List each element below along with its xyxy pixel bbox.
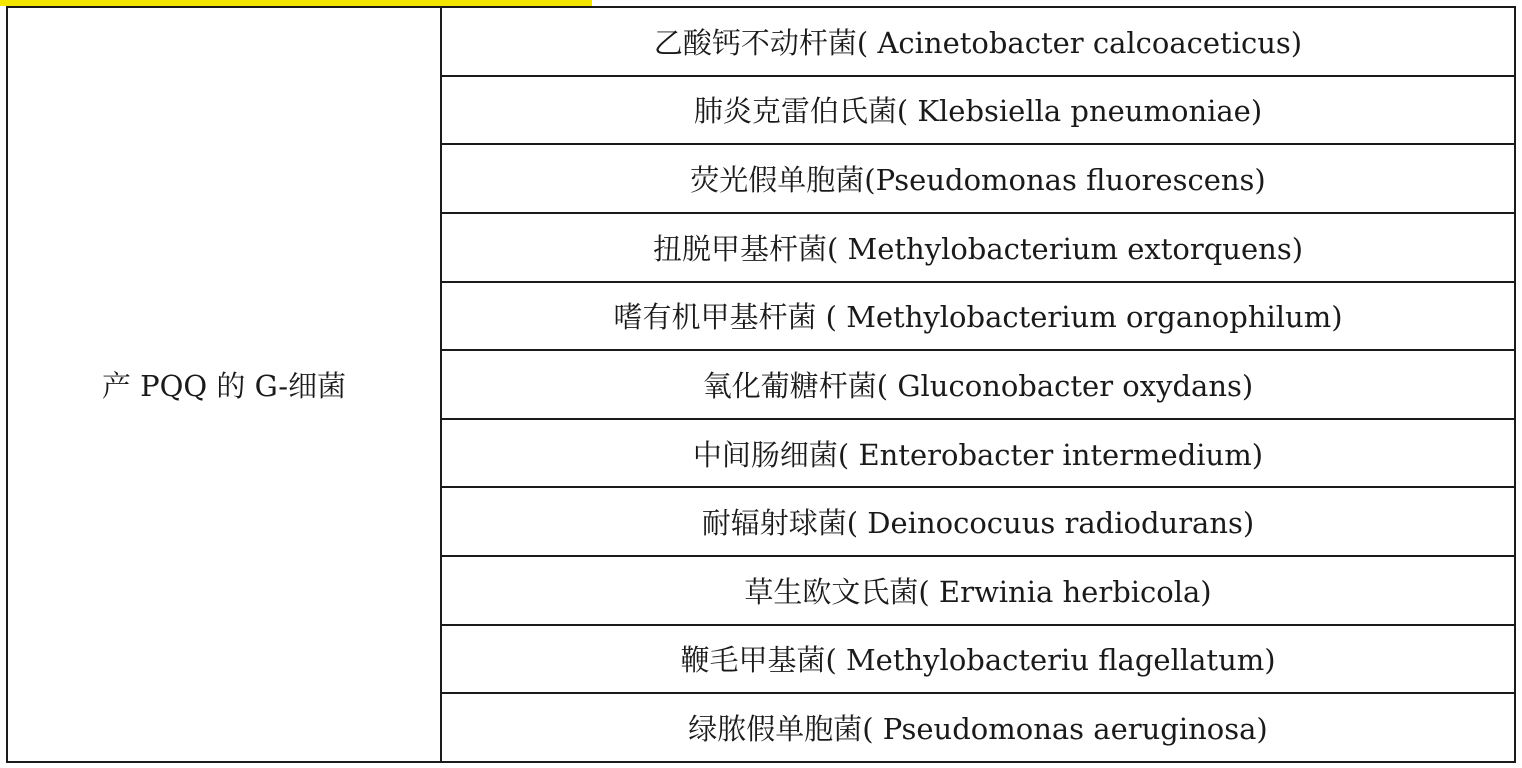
- species-cell: 鞭毛甲基菌( Methylobacteriu flagellatum): [441, 625, 1515, 694]
- species-cell: 耐辐射球菌( Deinococuus radiodurans): [441, 487, 1515, 556]
- species-cell: 荧光假单胞菌(Pseudomonas fluorescens): [441, 144, 1515, 213]
- species-cell: 扭脱甲基杆菌( Methylobacterium extorquens): [441, 213, 1515, 282]
- bacteria-table: [6, 6, 1516, 763]
- table-row: [7, 7, 1515, 76]
- species-cell: 氧化葡糖杆菌( Gluconobacter oxydans): [441, 350, 1515, 419]
- species-cell: 中间肠细菌( Enterobacter intermedium): [441, 419, 1515, 488]
- species-cell: 嗜有机甲基杆菌 ( Methylobacterium organophilum): [441, 282, 1515, 351]
- group-label-cell: 产 PQQ 的 G-细菌: [7, 7, 441, 762]
- species-cell: 肺炎克雷伯氏菌( Klebsiella pneumoniae): [441, 76, 1515, 145]
- species-cell: 乙酸钙不动杆菌( Acinetobacter calcoaceticus): [441, 7, 1515, 76]
- species-cell: 草生欧文氏菌( Erwinia herbicola): [441, 556, 1515, 625]
- species-cell: 绿脓假单胞菌( Pseudomonas aeruginosa): [441, 693, 1515, 762]
